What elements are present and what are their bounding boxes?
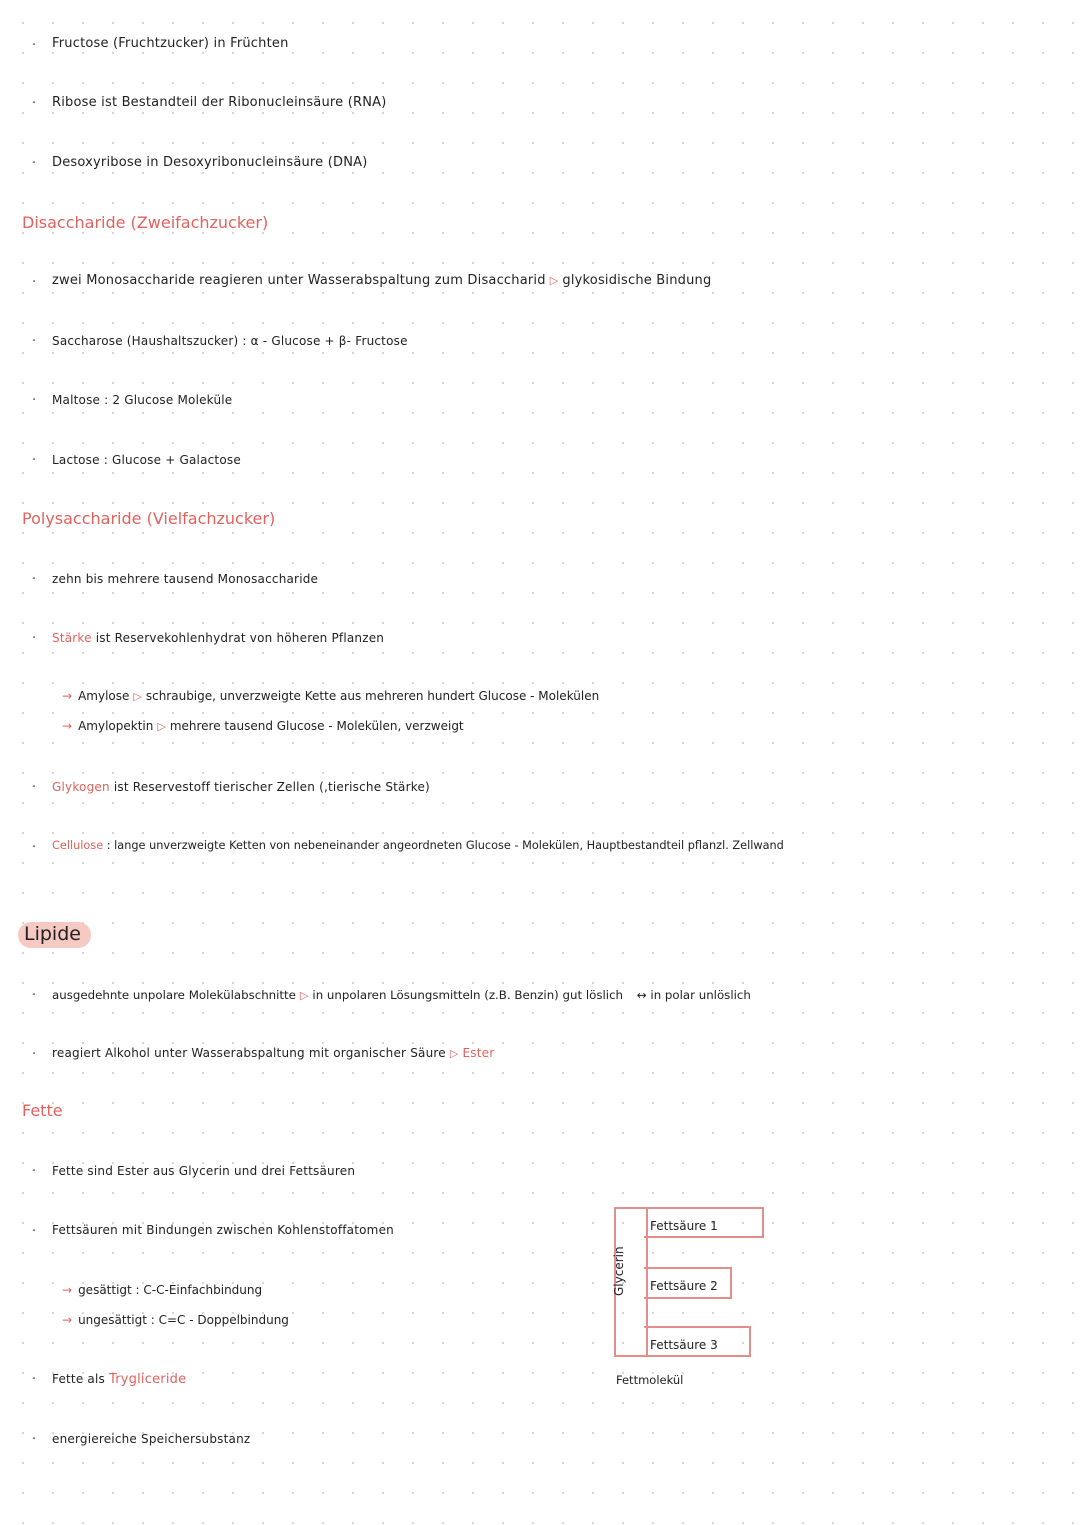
triangle-arrow-icon: ▷ — [133, 690, 142, 703]
lipide-heading: Lipide — [18, 922, 91, 948]
triangle-arrow-icon: ▷ — [549, 274, 559, 287]
arrow-right-icon: → — [62, 1283, 73, 1297]
gesaettigt-text: gesättigt : C-C-Einfachbindung — [78, 1283, 263, 1297]
unpolar-text: ausgedehnte unpolare Molekülabschnitte — [52, 988, 296, 1002]
glykogen-term: Glykogen — [52, 780, 110, 794]
bullet: · — [32, 780, 37, 795]
solubility-text: in unpolaren Lösungsmitteln (z.B. Benzin) gut löslich — [312, 988, 624, 1002]
ester-reaction-text: reagiert Alkohol unter Wasserabspaltung mit organischer Säure — [52, 1046, 446, 1060]
bullet: · — [32, 572, 37, 587]
glycerin-label: Glycerin — [612, 1246, 626, 1296]
bullet: · — [32, 988, 37, 1003]
amylose-term: Amylose — [78, 689, 130, 703]
amylose-line — [62, 689, 599, 703]
bullet: · — [32, 334, 37, 349]
lactose-line: Lactose : Glucose + Galactose — [52, 453, 241, 467]
unpolar-line — [52, 988, 751, 1002]
bullet: · — [32, 631, 37, 646]
amylopektin-line — [62, 719, 464, 733]
amylopektin-text: mehrere tausend Glucose - Molekülen, verzweigt — [169, 719, 464, 733]
fettmolekuel-caption: Fettmolekül — [616, 1373, 684, 1387]
polysaccharide-heading: Polysaccharide (Vielfachzucker) — [22, 509, 276, 528]
fettsaeure-3-label: Fettsäure 3 — [650, 1338, 718, 1352]
bullet: · — [32, 156, 37, 171]
cellulose-line — [52, 839, 784, 852]
fettsaeuren-line: Fettsäuren mit Bindungen zwischen Kohlenstoffatomen — [52, 1223, 394, 1237]
arrow-right-icon: → — [62, 689, 73, 703]
insoluble-text: ↔ in polar unlöslich — [636, 988, 751, 1002]
gesaettigt-line — [62, 1283, 262, 1297]
amylopektin-term: Amylopektin — [78, 719, 154, 733]
glykogen-line — [52, 780, 430, 794]
fructose-line: Fructose (Fruchtzucker) in Früchten — [52, 36, 289, 51]
bullet: · — [32, 1432, 37, 1447]
glykogen-text: ist Reservestoff tierischer Zellen (,tierische Stärke) — [113, 780, 430, 794]
arrow-right-icon: → — [62, 1313, 73, 1327]
ester-term: Ester — [462, 1046, 495, 1060]
arrow-right-icon: → — [62, 719, 73, 733]
triglyceride-term: Trygliceride — [109, 1372, 187, 1387]
maltose-line: Maltose : 2 Glucose Moleküle — [52, 393, 233, 407]
bullet: · — [32, 840, 37, 855]
triangle-arrow-icon: ▷ — [299, 989, 309, 1002]
energie-line: energiereiche Speichersubstanz — [52, 1432, 251, 1446]
bullet: · — [32, 1164, 37, 1179]
reaction-text: zwei Monosaccharide reagieren unter Wasserabspaltung zum Disaccharid — [52, 273, 546, 288]
staerke-line — [52, 631, 384, 645]
saccharose-line: Saccharose (Haushaltszucker) : α - Glucose + β- Fructose — [52, 334, 408, 348]
triangle-arrow-icon: ▷ — [157, 720, 166, 733]
cellulose-text: : lange unverzweigte Ketten von nebeneinander angeordneten Glucose - Molekülen, Hauptbestandteil pflanzl. Zellwand — [106, 839, 784, 852]
fette-heading: Fette — [22, 1101, 63, 1120]
staerke-term: Stärke — [52, 631, 92, 645]
ungesaettigt-line — [62, 1313, 289, 1327]
triglyceride-line — [52, 1372, 186, 1387]
fettsaeure-1-label: Fettsäure 1 — [650, 1219, 718, 1233]
disaccharide-heading: Disaccharide (Zweifachzucker) — [22, 213, 269, 232]
desoxyribose-line: Desoxyribose in Desoxyribonucleinsäure (DNA) — [52, 155, 368, 170]
disaccharid-reaction-line — [52, 273, 711, 288]
cellulose-term: Cellulose — [52, 839, 104, 852]
bullet: · — [32, 1224, 37, 1239]
ribose-line: Ribose ist Bestandteil der Ribonucleinsäure (RNA) — [52, 95, 387, 110]
bullet: · — [32, 453, 37, 468]
triglyceride-prefix: Fette als — [52, 1372, 105, 1386]
staerke-text: ist Reservekohlenhydrat von höheren Pflanzen — [95, 631, 385, 645]
bullet: · — [32, 1047, 37, 1062]
bond-text: glykosidische Bindung — [562, 273, 712, 288]
ester-line — [52, 1046, 494, 1060]
monosaccharide-count-line: zehn bis mehrere tausend Monosaccharide — [52, 572, 319, 586]
bullet: · — [32, 393, 37, 408]
bullet: · — [32, 275, 37, 290]
bullet: · — [32, 96, 37, 111]
ungesaettigt-text: ungesättigt : C=C - Doppelbindung — [78, 1313, 289, 1327]
triangle-arrow-icon: ▷ — [449, 1047, 459, 1060]
bullet: · — [32, 1372, 37, 1387]
bullet: · — [32, 38, 37, 53]
fette-definition-line: Fette sind Ester aus Glycerin und drei Fettsäuren — [52, 1164, 356, 1178]
amylose-text: schraubige, unverzweigte Kette aus mehreren hundert Glucose - Molekülen — [145, 689, 600, 703]
fettsaeure-2-label: Fettsäure 2 — [650, 1279, 718, 1293]
